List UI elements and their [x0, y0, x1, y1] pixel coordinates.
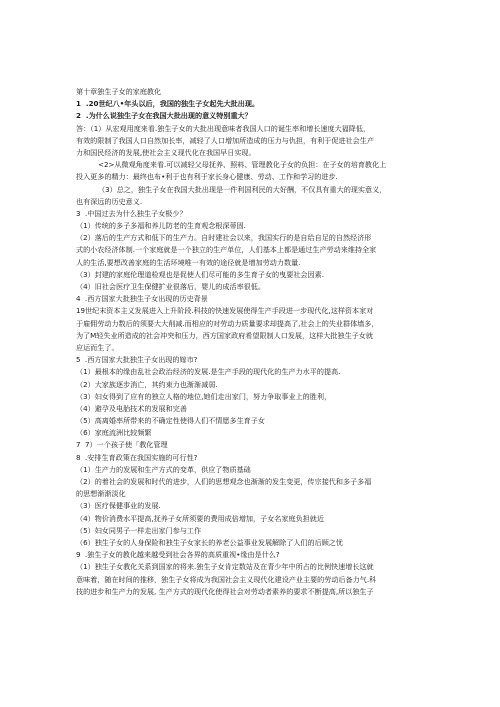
text-line: 第十章独生子女的家庭教化	[76, 87, 162, 96]
document-page	[76, 86, 438, 598]
text-line: 人的生活,要想改善家庭的生活环境唯一有效的途径就是增加劳动力数量.	[76, 257, 301, 267]
text-line: （5）高离婚率所带来的不确定性使得人们不情愿多生育子女	[76, 416, 265, 426]
text-line: 5 .西方国家大批独生子女出现的嫁市?	[76, 355, 198, 365]
text-line: 意味着，随在时间的推移，独生子女将成为我国社会主义现代化建设产业主要的劳动后备力气.科	[76, 574, 377, 584]
text-line: 也有深远的历史意义.	[76, 196, 143, 206]
text-line: （3）医疗保健事业的发展.	[76, 501, 161, 511]
text-line: （1）传统的多子多福和养儿防老的生育观念根深蒂固.	[76, 221, 246, 231]
text-line: 答：（1）从宏观用度来看.独生子女的大批出现意味者我国人口的诞生率和增长速度大福降低，	[76, 123, 371, 133]
text-line: （3）妇女得到了应有的独立人格的地位,她们走出家门，努力争取事业上的胜利，	[76, 391, 332, 401]
text-line: （2）的着社会的发展和时代的进步，人们的思想观念也渐渐的发生变更，传宗接代和多子多福	[76, 477, 372, 486]
text-line: （4）避孕及电胎技术的发展和完善	[76, 403, 187, 413]
text-line: （1）独生子女教化关系到国家的将来.独生子女肯定数站及在青少年中所占的比例快速增长这就	[76, 562, 374, 572]
text-line: 1 .20世纪八•年头以后，我国的独生子女起先大批出现。	[76, 99, 260, 109]
text-line: 投入更多的精力：最终也布•利于也有利于家长身心健康、劳动、工作和学习的进步.	[76, 172, 338, 182]
text-line: 8 .安排生育政策在我国实施的可行性?	[76, 452, 198, 462]
text-line: 应运而生了。	[76, 342, 119, 352]
text-line: 9 .独生子女的教化越来越受到社会各界的高质重视•缘由是什么?	[76, 550, 280, 560]
text-line: 于雇佣劳动力数后的须要大大削减.而相应的对劳动力质量要求却提高了,社会上的失业群体墙多，	[76, 318, 379, 328]
text-line: （5）妇女同男子一样走出家门参与工作	[76, 525, 202, 535]
text-line: <2>从微观角度来看.可以减轻父母抚养、照料、管理教化子女的负担：在子女的培育教化上	[98, 160, 387, 170]
text-line: （2）大家族逐步消亡，其约束力也渐渐减弱.	[76, 379, 218, 389]
text-line: （1）生产力的发展和生产方式的变革，供应了物质基础	[76, 464, 251, 474]
text-line: 有效的限制了我国人口自然加长率，减轻了人口增加所造成的压力与仇担，有利于促进社会生产	[76, 135, 374, 145]
text-line: 式的小农经济体制.一个家庭就是一个独立的生产单位，人们基本上都是通过生产劳动来维持全家	[76, 245, 377, 255]
text-line: 19世纪末资本主义发展进入上升阶段.科技的快速发展使得生产手段进一步现代化,这样资本家对	[76, 306, 374, 316]
text-line: （6）独生子女的人身保险和独生子女家长的养老公益事业发展解除了人们的后顾之忧	[76, 537, 343, 547]
text-line: （4）物价消费水平提高,抚养子女所须要的费用成倍增加，子女名家庭负担就近	[76, 513, 324, 523]
text-line: 7 7）一个孩子使「教化管理	[76, 440, 168, 450]
text-line: （3）封建的家庭伦理道检观也是促使人们尽可能的多生育子女的曳要社会因素.	[76, 269, 324, 279]
text-line: （6）家庭流洲比较频繁	[76, 428, 152, 438]
text-line: 的思想渐渐淡化	[76, 489, 126, 499]
text-line: 3 .中国过去为什么独生子女极少？	[76, 208, 187, 218]
text-line: （1）最根本的缘由乱社会政治经济的发展.是生产手段的现代化的生产力水平的提高.	[76, 367, 341, 377]
text-line: （3）总之，独生子女在我国大批出现是一件利国利民的大好酬，不仅具有重大的现实意义，	[98, 184, 387, 194]
text-line: 技的进步和生产力的发展, 生产方式的现代化使得社会对劳动者素养的要求不断提高,所以独生子	[76, 586, 374, 596]
text-line: 力和国民经济的发展,使社会主义现代化在我国早日实现。	[76, 147, 256, 157]
text-line: 2 .为什么说独生子女在我国大批出现的意义特别重大？	[76, 111, 252, 121]
text-line: 为了M轻失业所造成的社会冲突和压力，西方国家政府希望限制人口发展，这样大批独生子女就	[76, 330, 373, 340]
text-line: （4）旧社会医疗卫生保健扩业很落后，婴儿的成活率很低。	[76, 282, 265, 291]
text-line: （2）落后的生产方式和低下的生产力。自时建社会以来，我国实行的是自给自足的自然经济形	[76, 233, 372, 243]
text-line: 4 .西方国家大批独生子女出现的历史背景	[76, 294, 208, 304]
